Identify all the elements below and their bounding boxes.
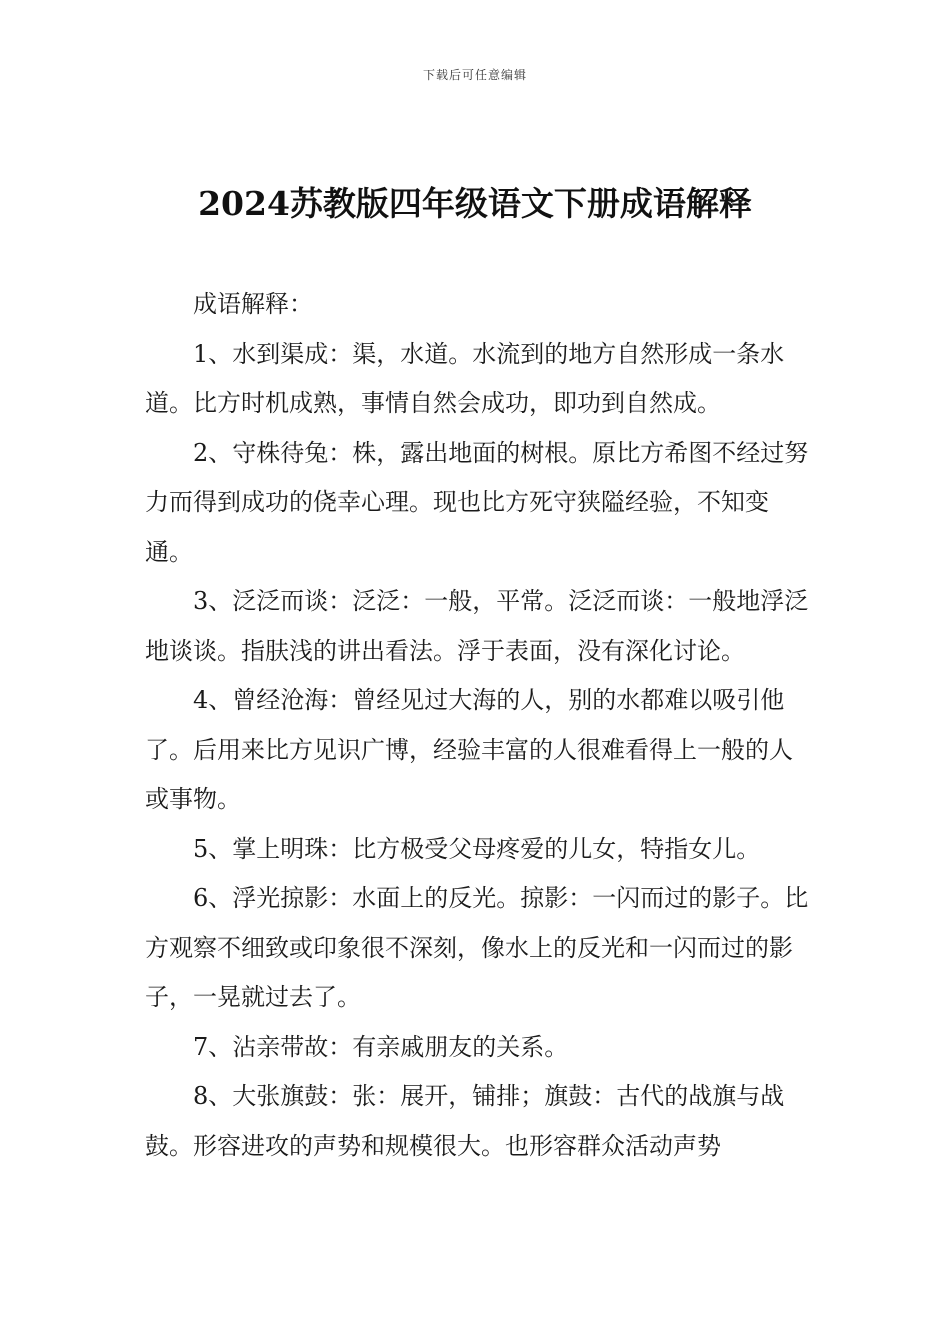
document-body (145, 280, 815, 1171)
intro-label: 成语解释： (193, 290, 313, 318)
idiom-entry: 3、泛泛而谈：泛泛：一般，平常。泛泛而谈：一般地浮泛地谈谈。指肤浅的讲出看法。浮于表面，没有深化讨论。 (145, 587, 809, 665)
idiom-entry: 1、水到渠成：渠，水道。水流到的地方自然形成一条水道。比方时机成熟，事情自然会成功，即功到自然成。 (145, 339, 785, 417)
document-title: 2024苏教版四年级语文下册成语解释 (198, 184, 752, 223)
idiom-entry: 4、曾经沧海：曾经见过大海的人，别的水都难以吸引他了。后用来比方见识广博，经验丰富的人很难看得上一般的人或事物。 (145, 686, 793, 813)
header-note: 下载后可任意编辑 (422, 68, 527, 82)
idiom-entry: 7、沾亲带故：有亲戚朋友的关系。 (193, 1032, 569, 1061)
idiom-entry: 8、大张旗鼓：张：展开，铺排；旗鼓：古代的战旗与战鼓。形容进攻的声势和规模很大。也形容群众活动声势 (145, 1082, 785, 1160)
idiom-entry: 2、守株待兔：株，露出地面的树根。原比方希图不经过努力而得到成功的侥幸心理。现也比方死守狭隘经验，不知变通。 (145, 438, 809, 566)
idiom-entry: 6、浮光掠影：水面上的反光。掠影：一闪而过的影子。比方观察不细致或印象很不深刻，像水上的反光和一闪而过的影子，一晃就过去了。 (145, 884, 809, 1011)
idiom-entry: 5、掌上明珠：比方极受父母疼爱的儿女，特指女儿。 (193, 834, 761, 863)
